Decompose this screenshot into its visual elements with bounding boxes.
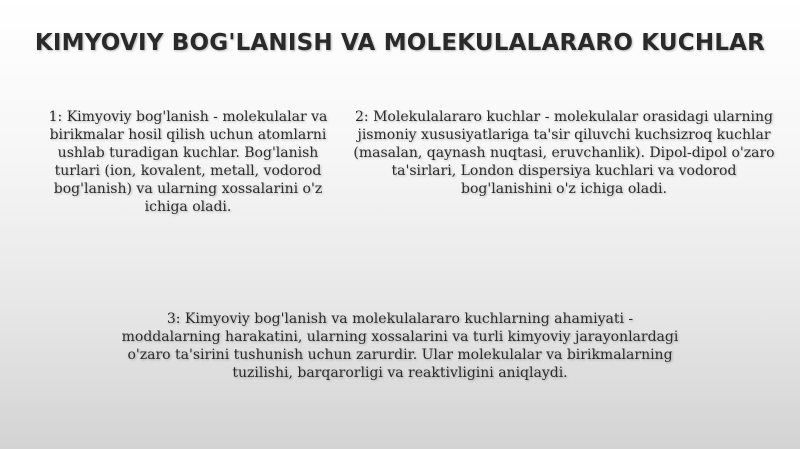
slide-title: KIMYOVIY BOG'LANISH VA MOLEKULALARARO KUCHLAR bbox=[34, 30, 766, 56]
text-block-3: 3: Kimyoviy bog'lanish va molekulalararo kuchlarning ahamiyati - moddalarning harakatini, ularning xossalarini va turli kimyoviy jarayonlardagi o'zaro ta'sirini tushunish uchun zarurdir. Ular molekulalar va birikmalarning tuzilishi, barqarorligi va reaktivligini aniqlaydi. bbox=[121, 311, 679, 381]
text-block-2: 2: Molekulalararo kuchlar - molekulalar orasidagi ularning jismoniy xususiyatlariga ta'sir qiluvchi kuchsizroq kuchlar (masalan, qaynash nuqtasi, eruvchanlik). Dipol-dipol o'zaro ta'sirlari, London dispersiya kuchlari va vodorod bog'lanishini o'z ichiga oladi. bbox=[353, 109, 775, 197]
text-block-1: 1: Kimyoviy bog'lanish - molekulalar va birikmalar hosil qilish uchun atomlarni ushlab turadigan kuchlar. Bog'lanish turlari (ion, kovalent, metall, vodorod bog'lanish) va ularning xossalarini o'z ichiga oladi. bbox=[48, 109, 328, 215]
